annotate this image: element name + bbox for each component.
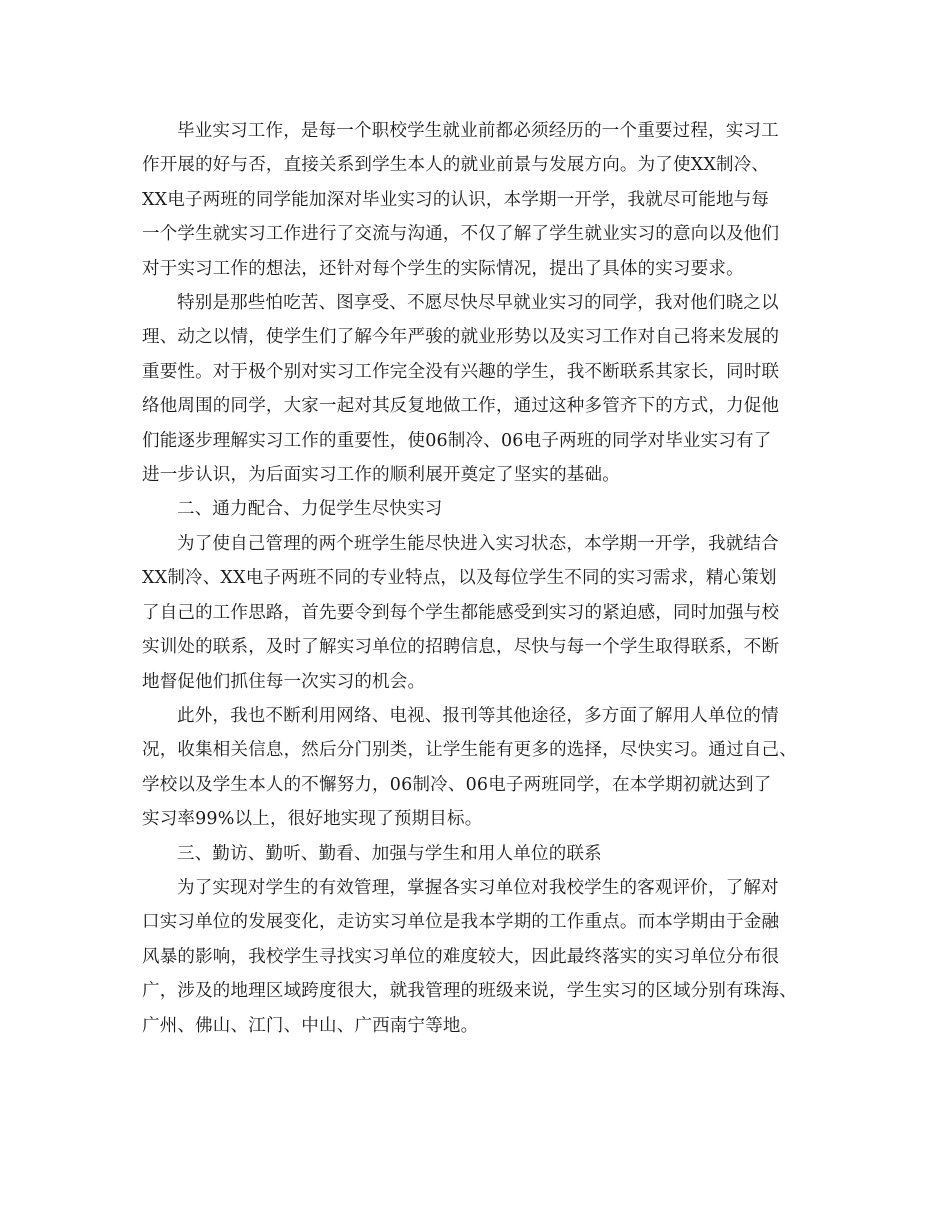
paragraph-4-line-4: 实习率99%以上，很好地实现了预期目标。	[142, 809, 483, 830]
paragraph-3-line-4: 实训处的联系，及时了解实习单位的招聘信息，尽快与每一个学生取得联系，不断	[142, 637, 780, 658]
section-heading-3: 三、勤访、勤听、勤看、加强与学生和用人单位的联系	[177, 843, 602, 864]
paragraph-2-line-1: 特别是那些怕吃苦、图享受、不愿尽快尽早就业实习的同学，我对他们晓之以	[177, 293, 779, 314]
paragraph-5-line-2: 口实习单位的发展变化，走访实习单位是我本学期的工作重点。而本学期由于金融	[142, 912, 780, 933]
paragraph-2-line-5: 们能逐步理解实习工作的重要性，使06制冷、06电子两班的同学对毕业实习有了	[142, 430, 772, 451]
paragraph-2-line-2: 理、动之以情，使学生们了解今年严骏的就业形势以及实习工作对自己将来发展的	[142, 327, 780, 348]
paragraph-4-line-3: 学校以及学生本人的不懈努力，06制冷、06电子两班同学，在本学期初就达到了	[142, 774, 772, 795]
paragraph-4-line-2: 况，收集相关信息，然后分门别类，让学生能有更多的选择，尽快实习。通过自己、	[142, 740, 797, 761]
paragraph-2-line-3: 重要性。对于极个别对实习工作完全没有兴趣的学生，我不断联系其家长，同时联	[142, 361, 780, 382]
paragraph-3-line-1: 为了使自己管理的两个班学生能尽快进入实习状态，本学期一开学，我就结合	[177, 533, 779, 554]
paragraph-5-line-3: 风暴的影响，我校学生寻找实习单位的难度较大，因此最终落实的实习单位分布很	[142, 946, 780, 967]
paragraph-1-line-3: XX电子两班的同学能加深对毕业实习的认识，本学期一开学，我就尽可能地与每	[142, 189, 770, 210]
paragraph-2-line-4: 络他周围的同学，大家一起对其反复地做工作，通过这种多管齐下的方式，力促他	[142, 396, 780, 417]
paragraph-5-line-4: 广，涉及的地理区域跨度很大，就我管理的班级来说，学生实习的区域分别有珠海、	[142, 981, 797, 1002]
document-body	[142, 114, 826, 1043]
paragraph-3-line-2: XX制冷、XX电子两班不同的专业特点，以及每位学生不同的实习需求，精心策划	[142, 568, 777, 589]
paragraph-1-line-4: 一个学生就实习工作进行了交流与沟通，不仅了解了学生就业实习的意向以及他们	[142, 224, 780, 245]
paragraph-1-line-2: 作开展的好与否，直接关系到学生本人的就业前景与发展方向。为了使XX制冷、	[142, 155, 770, 176]
paragraph-5-line-1: 为了实现对学生的有效管理，掌握各实习单位对我校学生的客观评价，了解对	[177, 877, 779, 898]
paragraph-1-line-5: 对于实习工作的想法，还针对每个学生的实际情况，提出了具体的实习要求。	[142, 258, 744, 279]
paragraph-1-line-1: 毕业实习工作，是每一个职校学生就业前都必须经历的一个重要过程，实习工	[177, 121, 779, 141]
section-heading-2: 二、通力配合、力促学生尽快实习	[177, 499, 443, 520]
paragraph-3-line-5: 地督促他们抓住每一次实习的机会。	[142, 671, 426, 692]
paragraph-2-line-6: 进一步认识，为后面实习工作的顺利展开奠定了坚实的基础。	[142, 465, 620, 486]
paragraph-5-line-5: 广州、佛山、江门、中山、广西南宁等地。	[142, 1015, 479, 1036]
paragraph-3-line-3: 了自己的工作思路，首先要令到每个学生都能感受到实习的紧迫感，同时加强与校	[142, 602, 780, 623]
paragraph-4-line-1: 此外，我也不断利用网络、电视、报刊等其他途径，多方面了解用人单位的情	[177, 705, 779, 726]
